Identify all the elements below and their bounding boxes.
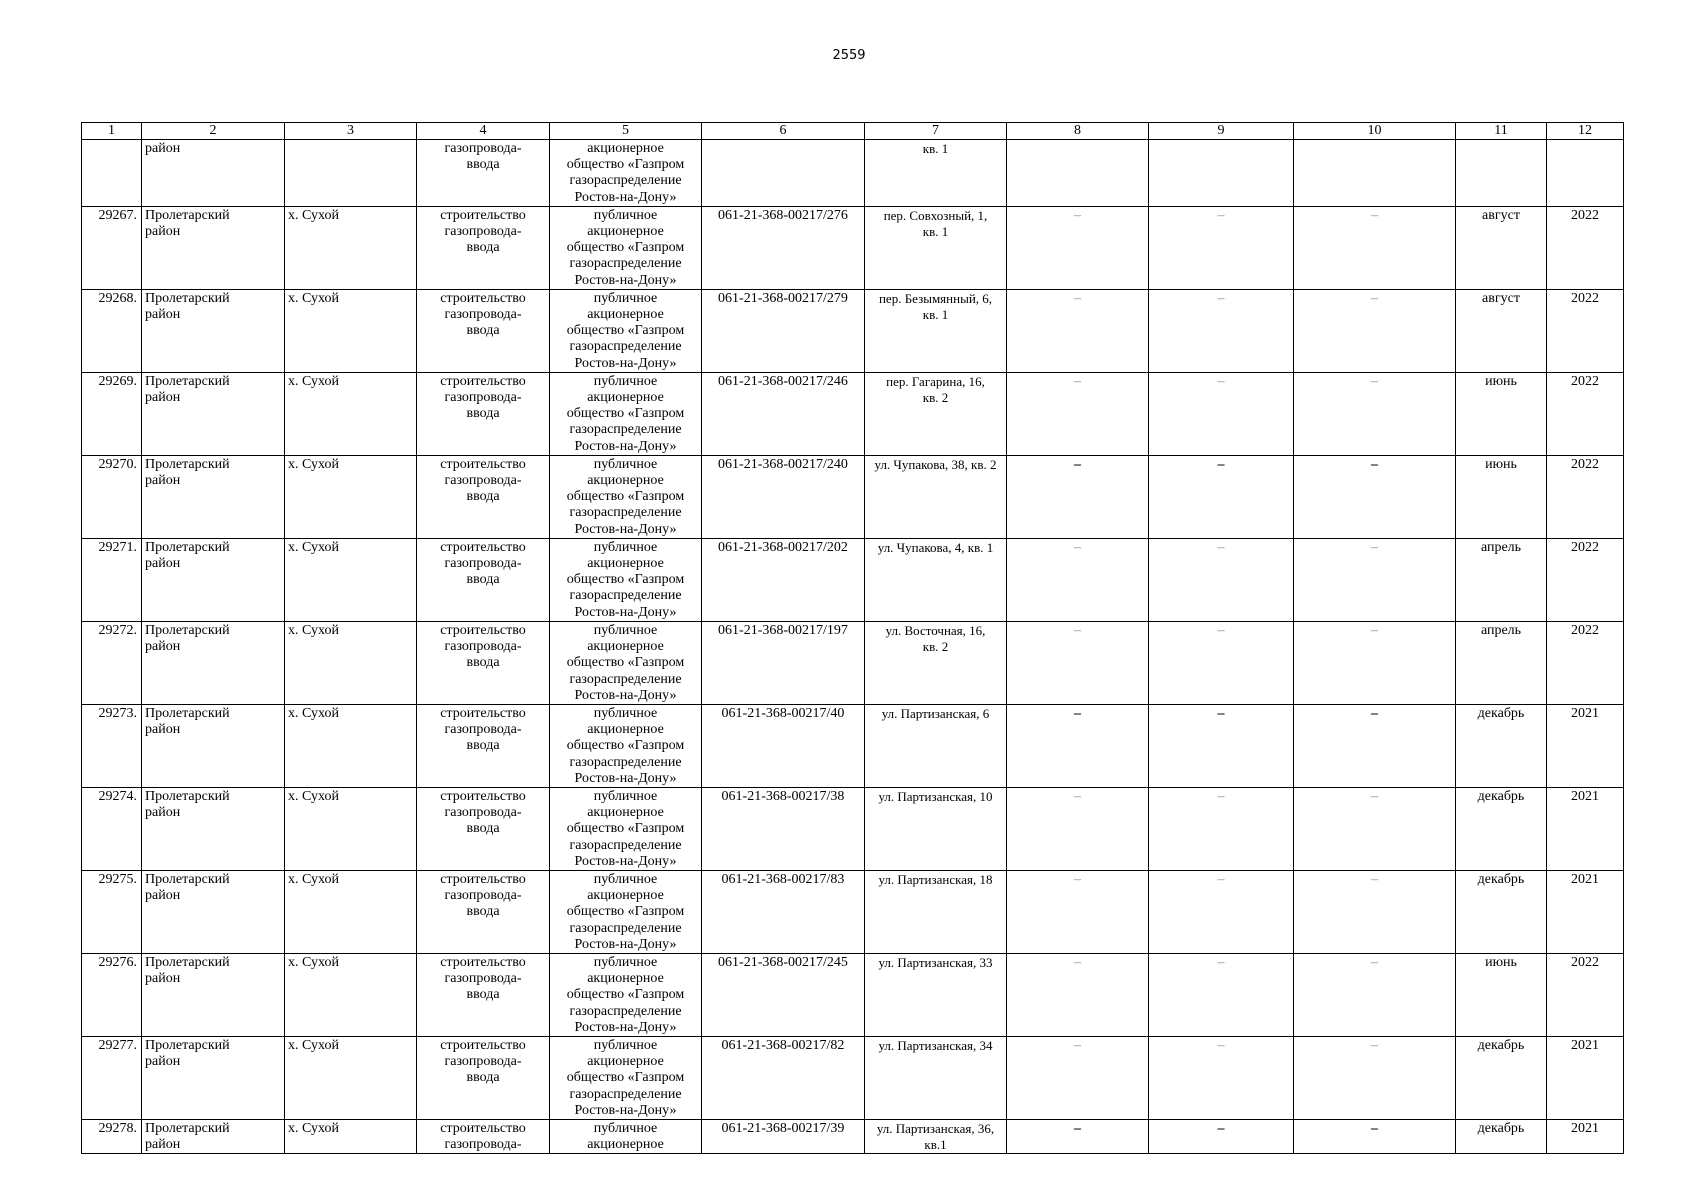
- cell-code: 061-21-368-00217/245: [702, 953, 865, 1036]
- cell-col8: –: [1007, 455, 1149, 538]
- cell-district: Пролетарский район: [142, 1119, 285, 1153]
- cell-col8: –: [1007, 206, 1149, 289]
- column-header: 11: [1456, 123, 1547, 140]
- column-header: 10: [1294, 123, 1456, 140]
- column-header: 9: [1149, 123, 1294, 140]
- cell-num: 29274.: [82, 787, 142, 870]
- cell-month: июнь: [1456, 372, 1547, 455]
- table-row: [82, 1036, 1624, 1119]
- column-header: 4: [417, 123, 550, 140]
- cell-month: декабрь: [1456, 704, 1547, 787]
- cell-month: декабрь: [1456, 787, 1547, 870]
- cell-col9: –: [1149, 704, 1294, 787]
- cell-organization: публичное акционерное общество «Газпром газораспределение Ростов-на-Дону»: [550, 787, 702, 870]
- cell-col8: –: [1007, 1036, 1149, 1119]
- cell-work: строительство газопровода- ввода: [417, 621, 550, 704]
- cell-year: 2021: [1547, 1119, 1624, 1153]
- cell-settlement: х. Сухой: [285, 704, 417, 787]
- cell-district: Пролетарский район: [142, 289, 285, 372]
- cell-num: [82, 140, 142, 207]
- cell-col8: –: [1007, 953, 1149, 1036]
- cell-year: 2022: [1547, 372, 1624, 455]
- cell-col9: –: [1149, 538, 1294, 621]
- cell-settlement: х. Сухой: [285, 1119, 417, 1153]
- cell-organization: публичное акционерное общество «Газпром газораспределение Ростов-на-Дону»: [550, 206, 702, 289]
- cell-address: ул. Партизанская, 18: [865, 870, 1007, 953]
- cell-code: 061-21-368-00217/38: [702, 787, 865, 870]
- cell-year: [1547, 140, 1624, 207]
- cell-num: 29276.: [82, 953, 142, 1036]
- cell-col8: [1007, 140, 1149, 207]
- cell-code: [702, 140, 865, 207]
- column-header: 6: [702, 123, 865, 140]
- cell-month: август: [1456, 289, 1547, 372]
- cell-col9: –: [1149, 206, 1294, 289]
- cell-col10: [1294, 140, 1456, 207]
- column-header: 1: [82, 123, 142, 140]
- cell-col10: –: [1294, 372, 1456, 455]
- cell-year: 2022: [1547, 953, 1624, 1036]
- cell-work: строительство газопровода- ввода: [417, 206, 550, 289]
- cell-work: строительство газопровода- ввода: [417, 289, 550, 372]
- cell-work: строительство газопровода- ввода: [417, 704, 550, 787]
- table-row: [82, 372, 1624, 455]
- cell-settlement: х. Сухой: [285, 953, 417, 1036]
- cell-address: ул. Партизанская, 10: [865, 787, 1007, 870]
- table-row: [82, 704, 1624, 787]
- cell-address: пер. Совхозный, 1, кв. 1: [865, 206, 1007, 289]
- cell-work: строительство газопровода-: [417, 1119, 550, 1153]
- cell-district: Пролетарский район: [142, 372, 285, 455]
- cell-settlement: х. Сухой: [285, 870, 417, 953]
- cell-code: 061-21-368-00217/82: [702, 1036, 865, 1119]
- cell-month: апрель: [1456, 538, 1547, 621]
- column-header: 2: [142, 123, 285, 140]
- cell-month: декабрь: [1456, 870, 1547, 953]
- cell-col9: –: [1149, 870, 1294, 953]
- cell-year: 2021: [1547, 1036, 1624, 1119]
- cell-settlement: х. Сухой: [285, 621, 417, 704]
- cell-col8: –: [1007, 372, 1149, 455]
- column-header: 7: [865, 123, 1007, 140]
- cell-settlement: х. Сухой: [285, 1036, 417, 1119]
- cell-col8: –: [1007, 538, 1149, 621]
- cell-col10: –: [1294, 704, 1456, 787]
- cell-month: декабрь: [1456, 1119, 1547, 1153]
- cell-num: 29271.: [82, 538, 142, 621]
- gasification-table: [81, 122, 1624, 1154]
- cell-work: строительство газопровода- ввода: [417, 787, 550, 870]
- cell-work: строительство газопровода- ввода: [417, 455, 550, 538]
- cell-num: 29272.: [82, 621, 142, 704]
- cell-year: 2021: [1547, 870, 1624, 953]
- cell-month: декабрь: [1456, 1036, 1547, 1119]
- cell-col9: –: [1149, 372, 1294, 455]
- cell-col9: –: [1149, 787, 1294, 870]
- cell-work: газопровода- ввода: [417, 140, 550, 207]
- cell-col8: –: [1007, 621, 1149, 704]
- cell-address: ул. Партизанская, 36, кв.1: [865, 1119, 1007, 1153]
- cell-district: Пролетарский район: [142, 787, 285, 870]
- cell-col10: –: [1294, 870, 1456, 953]
- cell-district: Пролетарский район: [142, 621, 285, 704]
- cell-num: 29278.: [82, 1119, 142, 1153]
- cell-organization: публичное акционерное общество «Газпром газораспределение Ростов-на-Дону»: [550, 1036, 702, 1119]
- cell-district: Пролетарский район: [142, 953, 285, 1036]
- cell-address: ул. Восточная, 16, кв. 2: [865, 621, 1007, 704]
- cell-num: 29269.: [82, 372, 142, 455]
- column-header: 12: [1547, 123, 1624, 140]
- cell-district: Пролетарский район: [142, 455, 285, 538]
- cell-col8: –: [1007, 289, 1149, 372]
- cell-month: июнь: [1456, 953, 1547, 1036]
- cell-organization: публичное акционерное общество «Газпром газораспределение Ростов-на-Дону»: [550, 455, 702, 538]
- cell-num: 29268.: [82, 289, 142, 372]
- table-row: [82, 621, 1624, 704]
- cell-col9: –: [1149, 1036, 1294, 1119]
- cell-code: 061-21-368-00217/276: [702, 206, 865, 289]
- cell-code: 061-21-368-00217/197: [702, 621, 865, 704]
- cell-address: ул. Партизанская, 6: [865, 704, 1007, 787]
- cell-code: 061-21-368-00217/240: [702, 455, 865, 538]
- column-header: 3: [285, 123, 417, 140]
- table-row: [82, 1119, 1624, 1153]
- cell-col10: –: [1294, 1119, 1456, 1153]
- cell-year: 2022: [1547, 289, 1624, 372]
- cell-code: 061-21-368-00217/40: [702, 704, 865, 787]
- cell-work: строительство газопровода- ввода: [417, 538, 550, 621]
- table-row-continued: [82, 140, 1624, 207]
- cell-work: строительство газопровода- ввода: [417, 372, 550, 455]
- table-row: [82, 538, 1624, 621]
- cell-col10: –: [1294, 455, 1456, 538]
- cell-col10: –: [1294, 289, 1456, 372]
- cell-num: 29273.: [82, 704, 142, 787]
- column-header: 5: [550, 123, 702, 140]
- cell-col10: –: [1294, 787, 1456, 870]
- cell-settlement: х. Сухой: [285, 455, 417, 538]
- cell-year: 2022: [1547, 206, 1624, 289]
- cell-organization: публичное акционерное: [550, 1119, 702, 1153]
- cell-organization: акционерное общество «Газпром газораспределение Ростов-на-Дону»: [550, 140, 702, 207]
- page-number: 2559: [832, 48, 866, 63]
- cell-col9: –: [1149, 289, 1294, 372]
- cell-month: август: [1456, 206, 1547, 289]
- cell-settlement: х. Сухой: [285, 787, 417, 870]
- table-row: [82, 206, 1624, 289]
- cell-settlement: х. Сухой: [285, 289, 417, 372]
- cell-col10: –: [1294, 953, 1456, 1036]
- cell-settlement: х. Сухой: [285, 372, 417, 455]
- cell-district: Пролетарский район: [142, 206, 285, 289]
- cell-organization: публичное акционерное общество «Газпром газораспределение Ростов-на-Дону»: [550, 621, 702, 704]
- cell-settlement: х. Сухой: [285, 538, 417, 621]
- cell-address: ул. Партизанская, 34: [865, 1036, 1007, 1119]
- cell-year: 2021: [1547, 787, 1624, 870]
- cell-col8: –: [1007, 1119, 1149, 1153]
- cell-year: 2022: [1547, 538, 1624, 621]
- table-row: [82, 787, 1624, 870]
- cell-year: 2022: [1547, 621, 1624, 704]
- cell-col8: –: [1007, 787, 1149, 870]
- cell-address: ул. Партизанская, 33: [865, 953, 1007, 1036]
- cell-organization: публичное акционерное общество «Газпром газораспределение Ростов-на-Дону»: [550, 289, 702, 372]
- cell-num: 29275.: [82, 870, 142, 953]
- cell-settlement: [285, 140, 417, 207]
- cell-work: строительство газопровода- ввода: [417, 870, 550, 953]
- cell-code: 061-21-368-00217/83: [702, 870, 865, 953]
- cell-settlement: х. Сухой: [285, 206, 417, 289]
- cell-col9: –: [1149, 621, 1294, 704]
- cell-col10: –: [1294, 621, 1456, 704]
- cell-address: пер. Гагарина, 16, кв. 2: [865, 372, 1007, 455]
- table-row: [82, 953, 1624, 1036]
- cell-work: строительство газопровода- ввода: [417, 1036, 550, 1119]
- table-row: [82, 289, 1624, 372]
- cell-num: 29267.: [82, 206, 142, 289]
- cell-organization: публичное акционерное общество «Газпром газораспределение Ростов-на-Дону»: [550, 538, 702, 621]
- cell-month: [1456, 140, 1547, 207]
- cell-col9: [1149, 140, 1294, 207]
- cell-district: Пролетарский район: [142, 704, 285, 787]
- cell-organization: публичное акционерное общество «Газпром газораспределение Ростов-на-Дону»: [550, 870, 702, 953]
- cell-col9: –: [1149, 455, 1294, 538]
- cell-col9: –: [1149, 953, 1294, 1036]
- cell-code: 061-21-368-00217/246: [702, 372, 865, 455]
- cell-col9: –: [1149, 1119, 1294, 1153]
- cell-district: район: [142, 140, 285, 207]
- cell-col10: –: [1294, 1036, 1456, 1119]
- cell-month: апрель: [1456, 621, 1547, 704]
- cell-month: июнь: [1456, 455, 1547, 538]
- cell-organization: публичное акционерное общество «Газпром газораспределение Ростов-на-Дону»: [550, 953, 702, 1036]
- cell-year: 2021: [1547, 704, 1624, 787]
- cell-code: 061-21-368-00217/279: [702, 289, 865, 372]
- cell-col8: –: [1007, 870, 1149, 953]
- cell-code: 061-21-368-00217/202: [702, 538, 865, 621]
- cell-district: Пролетарский район: [142, 538, 285, 621]
- cell-address: ул. Чупакова, 38, кв. 2: [865, 455, 1007, 538]
- cell-num: 29277.: [82, 1036, 142, 1119]
- cell-address: пер. Безымянный, 6, кв. 1: [865, 289, 1007, 372]
- cell-address: кв. 1: [865, 140, 1007, 207]
- cell-col8: –: [1007, 704, 1149, 787]
- cell-col10: –: [1294, 206, 1456, 289]
- table-row: [82, 455, 1624, 538]
- cell-district: Пролетарский район: [142, 1036, 285, 1119]
- cell-organization: публичное акционерное общество «Газпром газораспределение Ростов-на-Дону»: [550, 704, 702, 787]
- cell-col10: –: [1294, 538, 1456, 621]
- cell-year: 2022: [1547, 455, 1624, 538]
- column-header: 8: [1007, 123, 1149, 140]
- cell-address: ул. Чупакова, 4, кв. 1: [865, 538, 1007, 621]
- column-header-row: [82, 123, 1624, 140]
- cell-organization: публичное акционерное общество «Газпром газораспределение Ростов-на-Дону»: [550, 372, 702, 455]
- cell-work: строительство газопровода- ввода: [417, 953, 550, 1036]
- cell-district: Пролетарский район: [142, 870, 285, 953]
- table-row: [82, 870, 1624, 953]
- cell-num: 29270.: [82, 455, 142, 538]
- cell-code: 061-21-368-00217/39: [702, 1119, 865, 1153]
